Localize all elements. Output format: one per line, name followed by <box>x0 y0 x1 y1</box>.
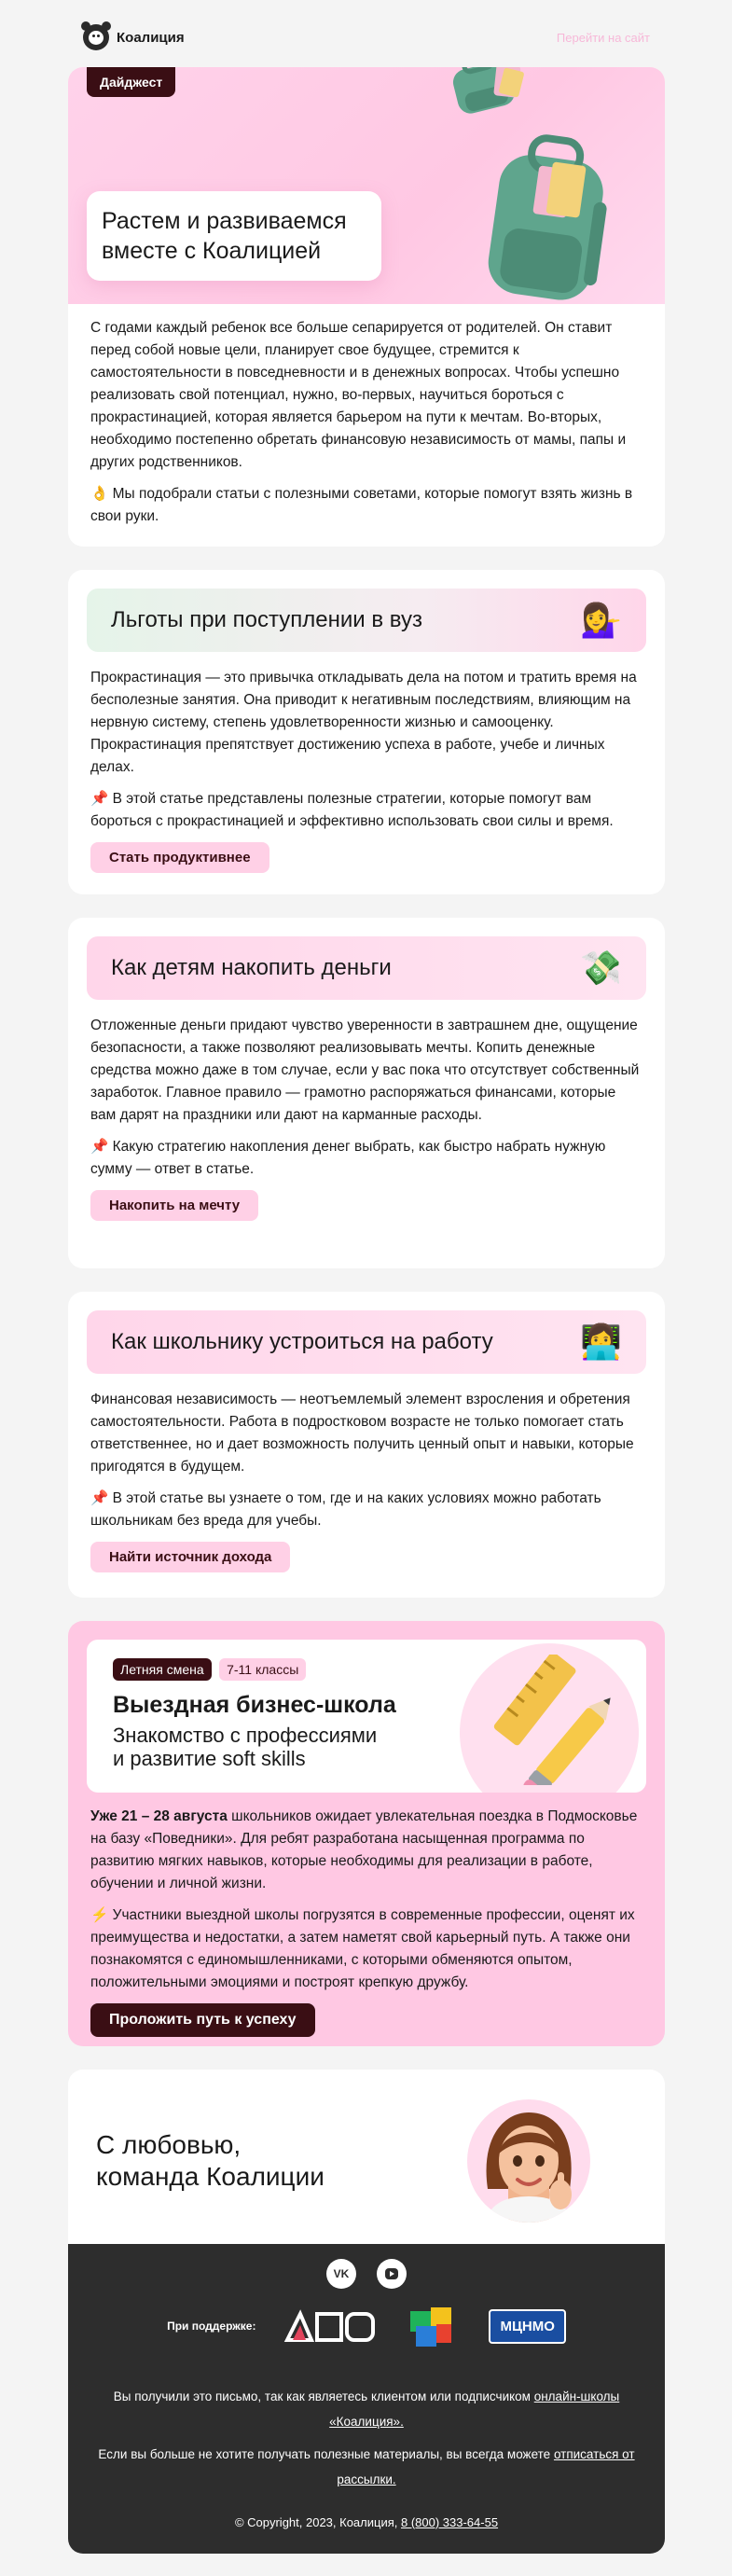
ruler-pencil-icon <box>488 1655 628 1785</box>
section-note <box>68 1488 665 1532</box>
promo-subtitle-line: и развитие soft skills <box>113 1747 306 1770</box>
hero-title-box <box>87 191 381 281</box>
phone-link[interactable]: 8 (800) 333-64-55 <box>400 2515 499 2529</box>
promo-card <box>68 1621 665 2046</box>
koala-logo-icon <box>83 24 109 50</box>
hero-banner <box>68 67 665 304</box>
promo-paragraph-text: школьников ожидает увлекательная поездка в Подмосковье на базу «Поведники». Для ребят разработана насыщенная программа по развитию мягких навыков, которые необходимы для реализации в работе, обучении и личной жизни. <box>90 1808 638 1891</box>
signoff-text <box>96 2129 325 2193</box>
backpack-icon <box>385 67 665 304</box>
promo-title: Выездная бизнес-школа <box>113 1692 396 1718</box>
woman-technologist-icon: 👩‍💻 <box>580 1323 622 1361</box>
promo-subtitle <box>113 1724 377 1770</box>
pave-path-button[interactable]: Проложить путь к успеху <box>90 2003 315 2037</box>
section-title: Как школьнику устроиться на работу <box>111 1329 493 1354</box>
promo-dates: Уже 21 – 28 августа <box>90 1808 228 1824</box>
goto-site-link[interactable]: Перейти на сайт <box>556 30 650 45</box>
section-card-job <box>68 1292 665 1598</box>
section-paragraph: Отложенные деньги придают чувство уверенности в завтрашнем дне, ощущение безопасности, а также позволяют реализовывать мечты. Копить денежные средства можно даже в том случае, если у вас пока что отсутствует собственный заработок. Главное правило — грамотно распоряжаться финансами, которые вам дарят на праздники или дают на карманные расходы. <box>90 1018 640 1123</box>
unsubscribe-link[interactable]: отписаться от рассылки. <box>337 2447 635 2486</box>
section-title: Как детям накопить деньги <box>111 955 392 980</box>
money-with-wings-icon: 💸 <box>580 949 622 987</box>
ok-hand-icon: 👌 <box>90 486 109 502</box>
youtube-icon[interactable] <box>377 2259 407 2289</box>
grades-chip: 7-11 классы <box>219 1658 306 1681</box>
copyright-text: © Copyright, 2023, Коалиция, <box>234 2515 401 2529</box>
hero-paragraph: С годами каждый ребенок все больше сепарируется от родителей. Он ставит перед собой новые цели, планирует свое будущее, стремится к самостоятельности в повседневности и в денежных вопросах. Чтобы успешно реализовать свой потенциал, нужно, во-первых, научиться бороться с прокрастинацией, которая является барьером на пути к мечтам. Во-вторых, необходимо постепенно обретать финансовую независимость от мамы, папы и других родственников. <box>90 320 627 470</box>
hero-title: Растем и развиваемся вместе с Коалицией <box>102 208 347 264</box>
pushpin-icon: 📌 <box>90 791 109 807</box>
section-note <box>68 788 665 833</box>
brand-name: Коалиция <box>117 29 185 46</box>
promo-banner <box>87 1640 646 1793</box>
hero-note-text: Мы подобрали статьи с полезными советами, которые помогут взять жизнь в свои руки. <box>90 486 633 524</box>
pushpin-icon: 📌 <box>90 1490 109 1506</box>
promo-note <box>68 1904 665 1994</box>
section-paragraph: Прокрастинация — это привычка откладывать дела на потом и тратить время на бесполезные занятия. Она приводит к негативным последствиям, влияющим на нервную систему, степень удовлетворенности жизнью и самооценку. Прокрастинация препятствует достижению успеха в работе, учебе и личных делах. <box>90 670 637 775</box>
section-card-savings <box>68 918 665 1268</box>
promo-paragraph <box>68 1806 665 1895</box>
section-card-university <box>68 570 665 894</box>
partners-row <box>68 2304 665 2348</box>
email-footer <box>68 2244 665 2554</box>
email-header <box>68 15 665 60</box>
save-for-dream-button[interactable]: Накопить на мечту <box>90 1190 258 1221</box>
memoji-avatar-icon <box>467 2099 590 2223</box>
digest-badge: Дайджест <box>87 67 175 97</box>
avatar <box>467 2099 590 2223</box>
asi-logo-icon <box>283 2308 377 2344</box>
find-income-button[interactable]: Найти источник дохода <box>90 1542 290 1572</box>
unsubscribe-note-text: Если вы больше не хотите получать полезные материалы, вы всегда можете <box>98 2447 554 2461</box>
season-chip: Летняя смена <box>113 1658 212 1681</box>
hero-note <box>68 483 665 528</box>
unsubscribe-note <box>87 2442 646 2492</box>
mcnmo-logo: МЦНМО <box>489 2309 565 2344</box>
signoff-line: команда Коалиции <box>96 2162 325 2191</box>
signoff-card <box>68 2070 665 2256</box>
support-label: При поддержке: <box>167 2320 256 2333</box>
be-productive-button[interactable]: Стать продуктивнее <box>90 842 269 873</box>
pushpin-icon: 📌 <box>90 1139 109 1155</box>
section-note <box>68 1136 665 1181</box>
section-paragraph: Финансовая независимость — неотъемлемый элемент взросления и обретения самостоятельности. Работа в подростковом возрасте не только помогает стать ответственнее, но и дает возможность получить ценный опыт и навыки, которые пригодятся в будущем. <box>90 1392 634 1475</box>
section-header <box>87 589 646 652</box>
promo-subtitle-line: Знакомство с профессиями <box>113 1724 378 1747</box>
promo-note-text: Участники выездной школы погрузятся в современные профессии, оценят их преимущества и недостатки, а затем наметят свой карьерный путь. А также они познакомятся с единомышленниками, с которыми обменяются опытом, положительными эмоциями и построят крепкую дружбу. <box>90 1907 635 1990</box>
section-title: Льготы при поступлении в вуз <box>111 607 422 632</box>
hero-card <box>68 67 665 547</box>
school-link[interactable]: онлайн-школы «Коалиция». <box>329 2389 620 2429</box>
brand-logo[interactable] <box>68 24 185 50</box>
social-links <box>68 2259 665 2289</box>
vk-icon[interactable]: VK <box>326 2259 356 2289</box>
signoff-line: С любовью, <box>96 2130 242 2159</box>
copyright <box>68 2515 665 2529</box>
subscription-note <box>87 2384 646 2434</box>
lightning-icon: ⚡ <box>90 1907 109 1923</box>
subscription-note-text: Вы получили это письмо, так как являетесь клиентом или подписчиком <box>113 2389 534 2403</box>
section-note-text: Какую стратегию накопления денег выбрать, как быстро набрать нужную сумму — ответ в статье. <box>90 1139 606 1177</box>
section-header <box>87 1310 646 1374</box>
section-note-text: В этой статье вы узнаете о том, где и на каких условиях можно работать школьникам без вреда для учебы. <box>90 1490 601 1529</box>
section-note-text: В этой статье представлены полезные стратегии, которые помогут вам бороться с прокрастинацией и эффективно использовать свои силы и время. <box>90 791 614 829</box>
cube-logo-icon <box>405 2304 461 2348</box>
section-header <box>87 936 646 1000</box>
tipping-hand-woman-icon: 💁‍♀️ <box>580 601 622 639</box>
